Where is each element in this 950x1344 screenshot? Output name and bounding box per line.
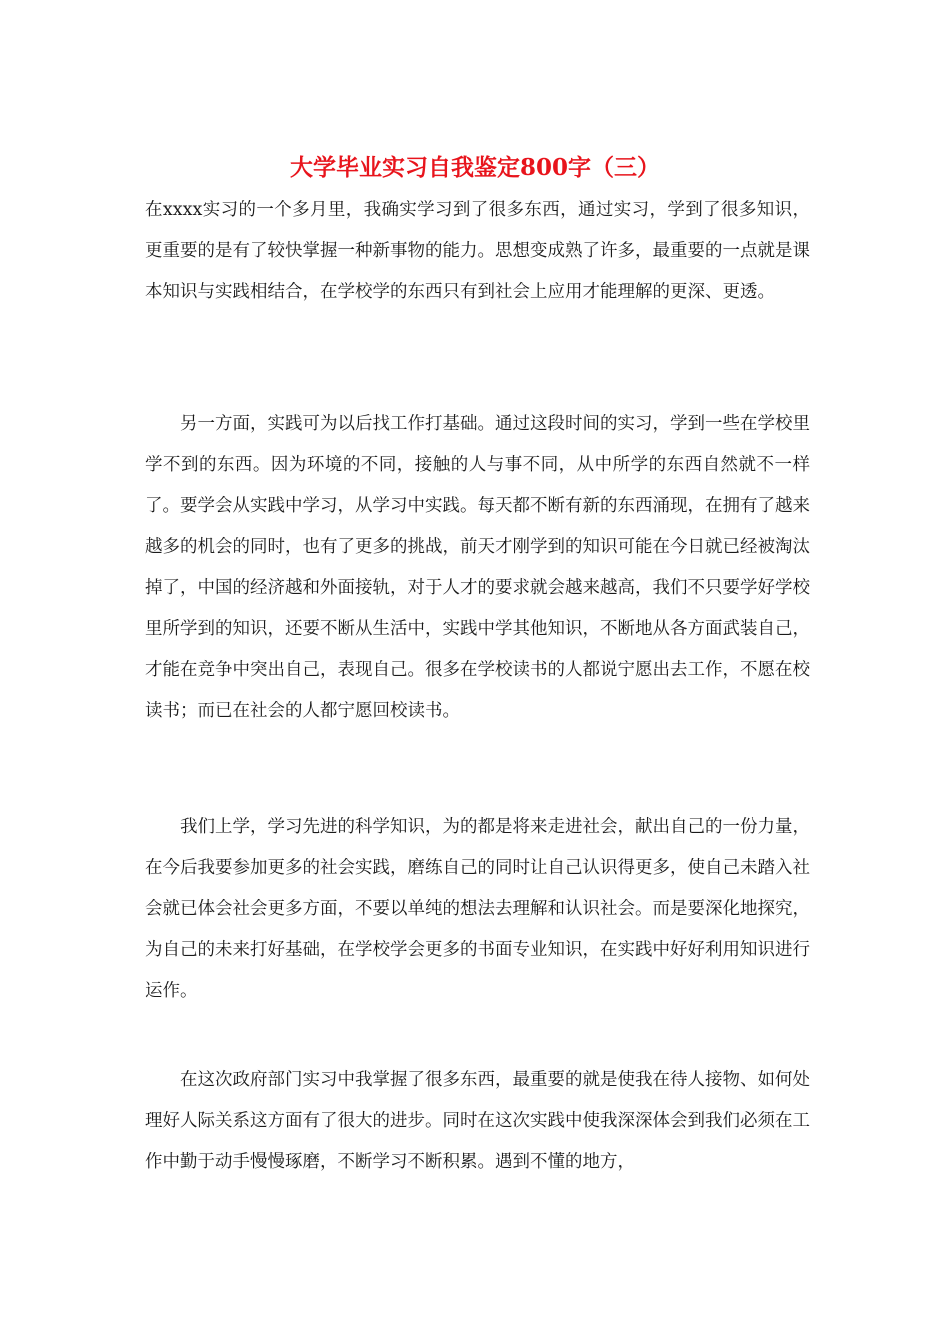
paragraph-3: 我们上学，学习先进的科学知识，为的都是将来走进社会，献出自己的一份力量，在今后我要参加更多的社会实践，磨练自己的同时让自己认识得更多，使自己未踏入社会就已体会社会更多方面，不要以单纯的想法去理解和认识社会。而是要深化地探究，为自己的未来打好基础，在学校学会更多的书面专业知识，在实践中好好利用知识进行运作。	[145, 817, 810, 1001]
paragraph-2: 另一方面，实践可为以后找工作打基础。通过这段时间的实习，学到一些在学校里学不到的东西。因为环境的不同，接触的人与事不同，从中所学的东西自然就不一样了。要学会从实践中学习，从学习中实践。每天都不断有新的东西涌现，在拥有了越来越多的机会的同时，也有了更多的挑战，前天才刚学到的知识可能在今日就已经被淘汰掉了，中国的经济越和外面接轨，对于人才的要求就会越来越高，我们不只要学好学校里所学到的知识，还要不断从生活中，实践中学其他知识，不断地从各方面武装自己，才能在竞争中突出自己，表现自己。很多在学校读书的人都说宁愿出去工作，不愿在校读书；而已在社会的人都宁愿回校读书。	[145, 414, 810, 721]
paragraph-1: 在xxxx实习的一个多月里，我确实学习到了很多东西，通过实习，学到了很多知识，更重要的是有了较快掌握一种新事物的能力。思想变成熟了许多，最重要的一点就是课本知识与实践相结合，在学校学的东西只有到社会上应用才能理解的更深、更透。	[145, 200, 810, 302]
document-title: 大学毕业实习自我鉴定800字（三）	[289, 154, 660, 181]
paragraph-4: 在这次政府部门实习中我掌握了很多东西，最重要的就是使我在待人接物、如何处理好人际关系这方面有了很大的进步。同时在这次实践中使我深深体会到我们必须在工作中勤于动手慢慢琢磨，不断学习不断积累。遇到不懂的地方，	[145, 1070, 810, 1172]
